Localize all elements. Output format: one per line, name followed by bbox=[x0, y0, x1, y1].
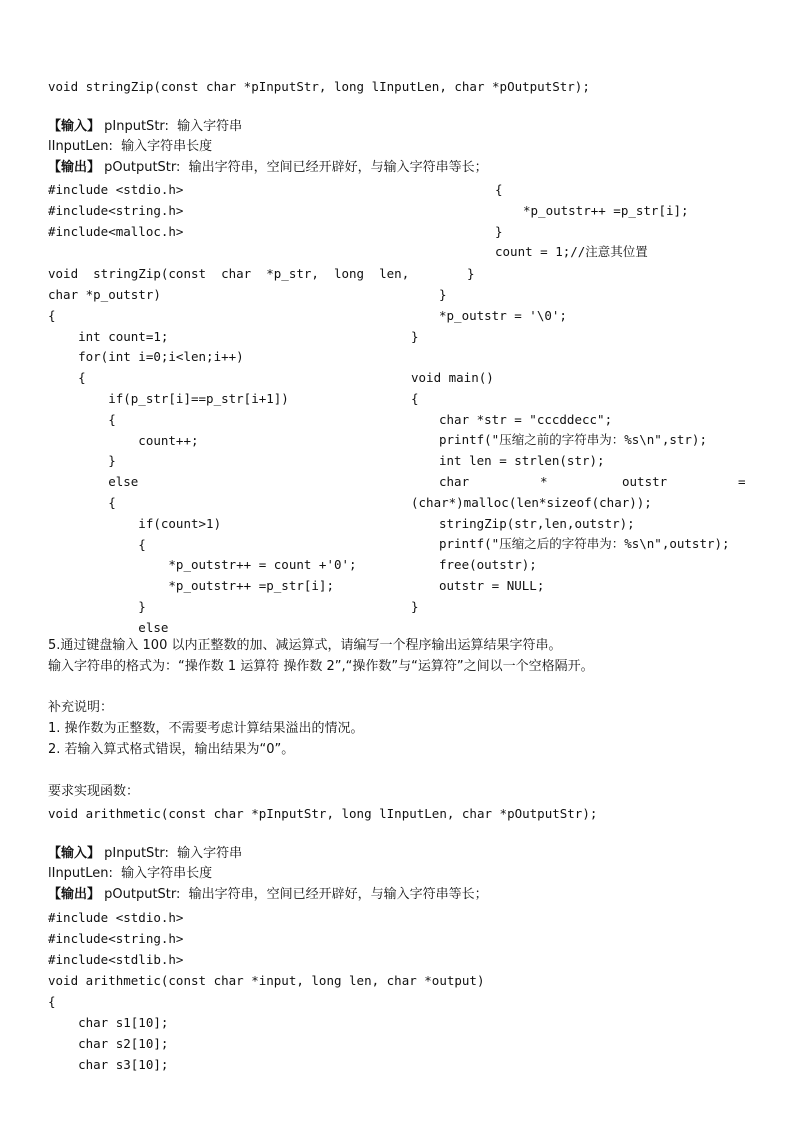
output-label: 【输出】 bbox=[48, 887, 101, 902]
supplement-item-2: 2. 若输入算式格式错误，输出结果为“0”。 bbox=[48, 742, 295, 757]
input-spec-text: pInputStr: 输入字符串 bbox=[100, 846, 243, 861]
code-line: *p_outstr++ =p_str[i]; bbox=[523, 203, 689, 218]
code-line: { bbox=[48, 537, 146, 552]
code-line: if(p_str[i]==p_str[i+1]) bbox=[48, 391, 289, 406]
code-line: { bbox=[48, 370, 86, 385]
code-line: } bbox=[439, 287, 447, 302]
input-length-spec: lInputLen: 输入字符串长度 bbox=[48, 866, 213, 881]
code-line: #include<string.h> bbox=[48, 203, 184, 218]
code-line: } bbox=[495, 224, 503, 239]
code-line: for(int i=0;i<len;i++) bbox=[48, 349, 244, 364]
code-line: char s1[10]; bbox=[48, 1015, 169, 1030]
input-spec-line bbox=[48, 119, 242, 135]
code-line: #include<stdlib.h> bbox=[48, 952, 184, 967]
supplement-title: 补充说明： bbox=[48, 700, 114, 715]
output-spec-line bbox=[48, 160, 488, 176]
code-line: printf("压缩之后的字符串为：%s\n",outstr); bbox=[439, 536, 730, 551]
code-line: printf("压缩之前的字符串为：%s\n",str); bbox=[439, 432, 707, 447]
code-line: } bbox=[48, 599, 146, 614]
code-line: outstr = NULL; bbox=[439, 578, 545, 593]
code-line: { bbox=[48, 495, 116, 510]
input-label: 【输入】 bbox=[48, 119, 101, 134]
code-line: int len = strlen(str); bbox=[439, 453, 605, 468]
code-line: *p_outstr++ =p_str[i]; bbox=[48, 578, 334, 593]
code-line-part: char bbox=[439, 474, 470, 489]
code-line: { bbox=[48, 412, 116, 427]
input-label: 【输入】 bbox=[48, 846, 101, 861]
code-line: void arithmetic(const char *input, long len, char *output) bbox=[48, 973, 485, 988]
code-line: char s2[10]; bbox=[48, 1036, 169, 1051]
output-spec-text: pOutputStr: 输出字符串，空间已经开辟好，与输入字符串等长； bbox=[100, 887, 488, 902]
code-line: { bbox=[495, 182, 503, 197]
code-line: #include<string.h> bbox=[48, 931, 184, 946]
code-line: char *p_outstr) bbox=[48, 287, 161, 302]
code-line: } bbox=[411, 329, 419, 344]
code-line: *p_outstr++ = count +'0'; bbox=[48, 557, 357, 572]
code-line: count++; bbox=[48, 433, 199, 448]
code-line: #include <stdio.h> bbox=[48, 910, 184, 925]
code-line-part: = bbox=[738, 474, 746, 489]
question-5-title: 5.通过键盘输入 100 以内正整数的加、减运算式，请编写一个程序输出运算结果字符串。 bbox=[48, 638, 562, 653]
input-spec-text: pInputStr: 输入字符串 bbox=[100, 119, 243, 134]
code-line: else bbox=[48, 474, 139, 489]
code-line: } bbox=[411, 599, 419, 614]
code-line: } bbox=[48, 453, 116, 468]
code-line: } bbox=[467, 266, 475, 281]
code-line: { bbox=[48, 308, 56, 323]
input-spec-line bbox=[48, 846, 242, 862]
output-label: 【输出】 bbox=[48, 160, 101, 175]
code-line-part: outstr bbox=[622, 474, 668, 489]
code-line: (char*)malloc(len*sizeof(char)); bbox=[411, 495, 652, 510]
output-spec-text: pOutputStr: 输出字符串，空间已经开辟好，与输入字符串等长； bbox=[100, 160, 488, 175]
code-line-part: * bbox=[540, 474, 548, 489]
input-length-spec: lInputLen: 输入字符串长度 bbox=[48, 139, 213, 154]
code-line: char s3[10]; bbox=[48, 1057, 169, 1072]
code-line: if(count>1) bbox=[48, 516, 222, 531]
code-line: int count=1; bbox=[48, 329, 169, 344]
code-line: stringZip(str,len,outstr); bbox=[439, 516, 635, 531]
requirement-title: 要求实现函数： bbox=[48, 784, 140, 799]
function-signature-stringzip: void stringZip(const char *pInputStr, long lInputLen, char *pOutputStr); bbox=[48, 79, 590, 94]
code-line: else bbox=[48, 620, 169, 635]
code-line: void main() bbox=[411, 370, 494, 385]
code-line: char *str = "cccddecc"; bbox=[439, 412, 613, 427]
question-5-format: 输入字符串的格式为：“操作数 1 运算符 操作数 2”,“操作数”与“运算符”之间以一个空格隔开。 bbox=[48, 659, 594, 674]
code-line: count = 1;//注意其位置 bbox=[495, 244, 648, 259]
code-line: #include <stdio.h> bbox=[48, 182, 184, 197]
function-signature-arithmetic: void arithmetic(const char *pInputStr, long lInputLen, char *pOutputStr); bbox=[48, 806, 598, 821]
code-line: { bbox=[411, 391, 419, 406]
supplement-item-1: 1. 操作数为正整数，不需要考虑计算结果溢出的情况。 bbox=[48, 721, 364, 736]
code-line: void stringZip(const char *p_str, long len, bbox=[48, 266, 410, 281]
code-line: free(outstr); bbox=[439, 557, 537, 572]
code-line: { bbox=[48, 994, 56, 1009]
code-line: *p_outstr = '\0'; bbox=[439, 308, 567, 323]
output-spec-line bbox=[48, 887, 488, 903]
code-line: #include<malloc.h> bbox=[48, 224, 184, 239]
